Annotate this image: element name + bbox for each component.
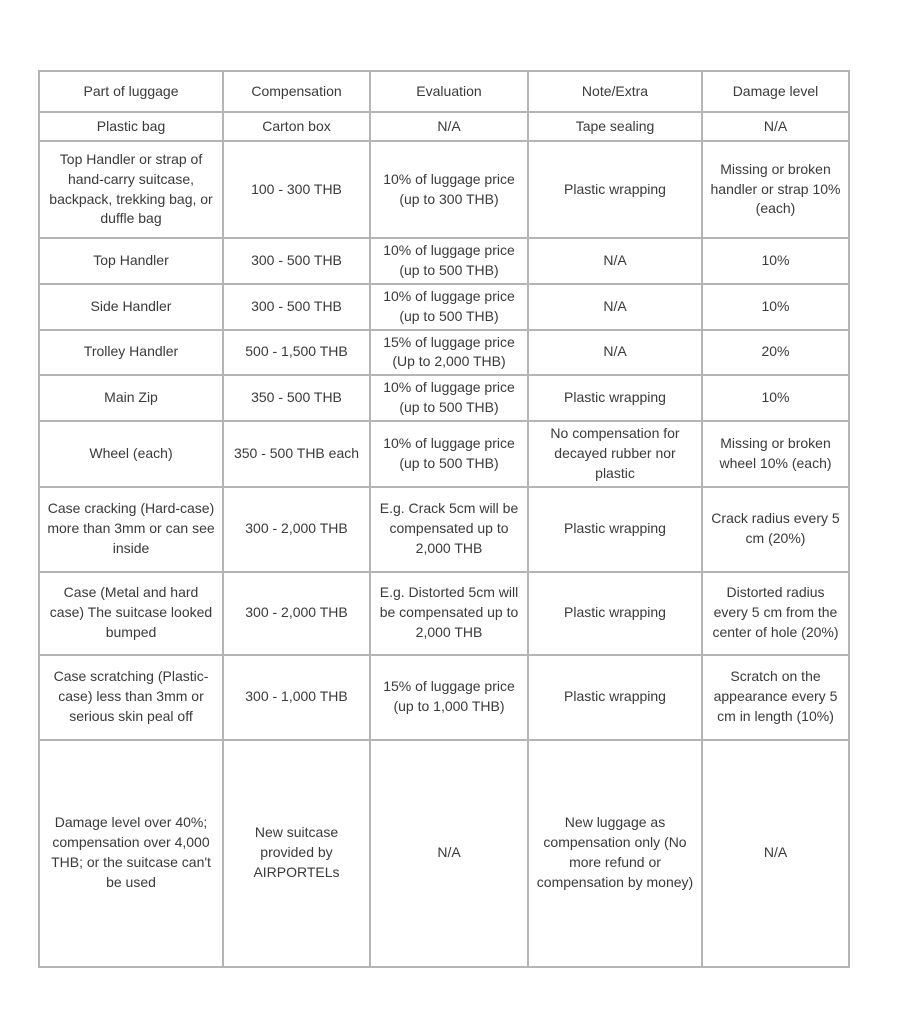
table-cell: Main Zip <box>39 375 223 421</box>
table-row <box>39 238 849 284</box>
table-cell: 300 - 500 THB <box>223 238 370 284</box>
table-cell: Side Handler <box>39 284 223 330</box>
column-header-part-of-luggage: Part of luggage <box>39 71 223 112</box>
table-body <box>39 112 849 967</box>
table-cell: 10% of luggage price (up to 500 THB) <box>370 284 528 330</box>
table-cell: 15% of luggage price (Up to 2,000 THB) <box>370 330 528 376</box>
table-row <box>39 141 849 238</box>
table-cell: Top Handler <box>39 238 223 284</box>
table-cell: Top Handler or strap of hand-carry suitcase, backpack, trekking bag, or duffle bag <box>39 141 223 238</box>
table-cell: 300 - 1,000 THB <box>223 655 370 740</box>
table-cell: Case cracking (Hard-case) more than 3mm or can see inside <box>39 487 223 572</box>
table-row <box>39 421 849 487</box>
table-cell: Crack radius every 5 cm (20%) <box>702 487 849 572</box>
table-cell: N/A <box>702 740 849 967</box>
table-cell: 10% of luggage price (up to 300 THB) <box>370 141 528 238</box>
table-row <box>39 740 849 967</box>
table-cell: Tape sealing <box>528 112 702 141</box>
table-cell: N/A <box>370 740 528 967</box>
table-cell: E.g. Distorted 5cm will be compensated up to 2,000 THB <box>370 572 528 655</box>
table-header <box>39 71 849 112</box>
table-row <box>39 284 849 330</box>
table-cell: Plastic wrapping <box>528 572 702 655</box>
table-cell: 20% <box>702 330 849 376</box>
table-cell: Plastic wrapping <box>528 375 702 421</box>
table-cell: Plastic wrapping <box>528 141 702 238</box>
column-header-damage-level: Damage level <box>702 71 849 112</box>
table-cell: 350 - 500 THB <box>223 375 370 421</box>
table-row <box>39 112 849 141</box>
column-header-evaluation: Evaluation <box>370 71 528 112</box>
luggage-compensation-table <box>38 70 850 968</box>
table-cell: Case scratching (Plastic-case) less than 3mm or serious skin peal off <box>39 655 223 740</box>
table-cell: Trolley Handler <box>39 330 223 376</box>
table-cell: N/A <box>528 284 702 330</box>
table-cell: E.g. Crack 5cm will be compensated up to 2,000 THB <box>370 487 528 572</box>
table-row <box>39 330 849 376</box>
table-cell: Missing or broken wheel 10% (each) <box>702 421 849 487</box>
table-cell: Damage level over 40%; compensation over 4,000 THB; or the suitcase can't be used <box>39 740 223 967</box>
table-cell: Missing or broken handler or strap 10% (each) <box>702 141 849 238</box>
table-cell: 300 - 2,000 THB <box>223 572 370 655</box>
table-cell: 10% of luggage price (up to 500 THB) <box>370 238 528 284</box>
table-cell: Plastic wrapping <box>528 655 702 740</box>
table-cell: Case (Metal and hard case) The suitcase looked bumped <box>39 572 223 655</box>
table-cell: 10% of luggage price (up to 500 THB) <box>370 375 528 421</box>
table-cell: Wheel (each) <box>39 421 223 487</box>
table-cell: New suitcase provided by AIRPORTELs <box>223 740 370 967</box>
table-cell: N/A <box>370 112 528 141</box>
table-cell: 10% of luggage price (up to 500 THB) <box>370 421 528 487</box>
column-header-note-extra: Note/Extra <box>528 71 702 112</box>
table-cell: N/A <box>528 238 702 284</box>
table-row <box>39 487 849 572</box>
table-cell: N/A <box>702 112 849 141</box>
header-row <box>39 71 849 112</box>
table-cell: Scratch on the appearance every 5 cm in length (10%) <box>702 655 849 740</box>
table-cell: 15% of luggage price (up to 1,000 THB) <box>370 655 528 740</box>
table-row <box>39 375 849 421</box>
table-cell: 100 - 300 THB <box>223 141 370 238</box>
table-row <box>39 655 849 740</box>
table-cell: No compensation for decayed rubber nor plastic <box>528 421 702 487</box>
table-cell: 300 - 500 THB <box>223 284 370 330</box>
table-row <box>39 572 849 655</box>
table-cell: Carton box <box>223 112 370 141</box>
table-cell: 300 - 2,000 THB <box>223 487 370 572</box>
table-cell: 350 - 500 THB each <box>223 421 370 487</box>
table-cell: 10% <box>702 375 849 421</box>
table-cell: 500 - 1,500 THB <box>223 330 370 376</box>
table-cell: 10% <box>702 238 849 284</box>
table-cell: New luggage as compensation only (No more refund or compensation by money) <box>528 740 702 967</box>
column-header-compensation: Compensation <box>223 71 370 112</box>
table-cell: N/A <box>528 330 702 376</box>
table-cell: 10% <box>702 284 849 330</box>
table-cell: Distorted radius every 5 cm from the center of hole (20%) <box>702 572 849 655</box>
table-cell: Plastic wrapping <box>528 487 702 572</box>
table-cell: Plastic bag <box>39 112 223 141</box>
